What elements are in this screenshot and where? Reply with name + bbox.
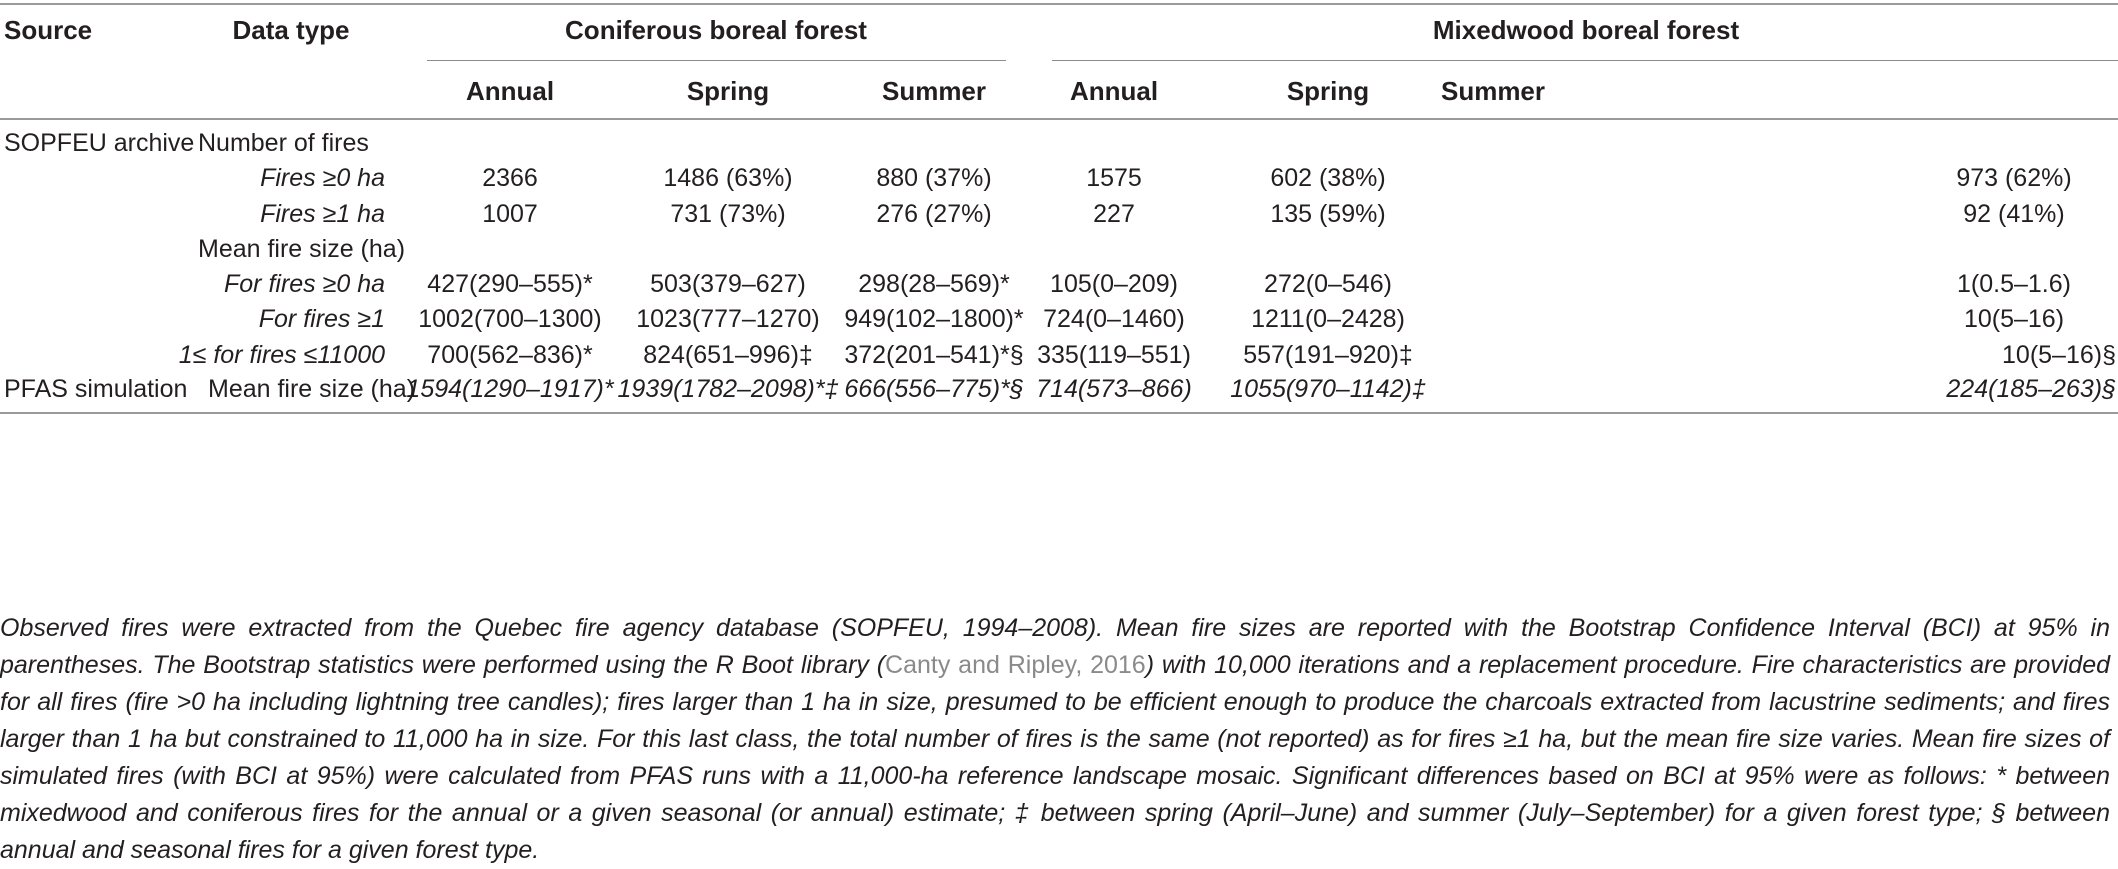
table-cell: 92 (41%) (1963, 200, 2065, 228)
header-mixedwood: Mixedwood boreal forest (1432, 15, 1740, 45)
table-cell: 666(556–775)*§ (844, 375, 1024, 403)
row-label: For fires ≥1 (258, 305, 385, 333)
row-label: Number of fires (198, 129, 369, 157)
table-cell: 700(562–836)* (427, 341, 593, 369)
table-cell: 1939(1782–2098)*‡ (617, 375, 839, 403)
table-cell: 10(5–16) (1963, 305, 2065, 333)
header-annual-mixedwood: Annual (1069, 76, 1159, 106)
header-annual-coniferous: Annual (465, 76, 555, 106)
row-label: Mean fire size (ha) (208, 375, 416, 403)
table-cell: 427(290–555)* (427, 270, 593, 298)
header-source: Source (4, 15, 93, 45)
table-cell: 105(0–209) (1050, 270, 1178, 298)
table-cell: 1486 (63%) (663, 164, 793, 192)
table-cell: 503(379–627) (650, 270, 806, 298)
header-spring-coniferous: Spring (686, 76, 770, 106)
table-cell: 1594(1290–1917)* (406, 375, 614, 403)
table-cell: 714(573–866) (1036, 375, 1192, 403)
table-cell: 1023(777–1270) (636, 305, 820, 333)
table-cell: 10(5–16)§ (2002, 341, 2116, 369)
table-footnote (0, 610, 2110, 869)
footnote-text-part1: Observed fires were extracted from the Quebec fire agency database (SOPFEU, 1994–2008). Mean fire sizes are reported with the Bootstrap Confidence Interval (BCI) at 95% in parentheses. The Bootstrap statistics were performed using the R Boot library ( (0, 614, 2110, 679)
table-cell: 1055(970–1142)‡ (1230, 375, 1426, 403)
table-cell: 1002(700–1300) (418, 305, 602, 333)
header-data-type: Data type (232, 15, 350, 45)
row-source: SOPFEU archive (4, 129, 195, 157)
header-spring-mixedwood: Spring (1286, 76, 1370, 106)
table-cell: 602 (38%) (1270, 164, 1386, 192)
table-cell: 335(119–551) (1037, 341, 1191, 369)
table-cell: 724(0–1460) (1043, 305, 1185, 333)
header-summer-mixedwood: Summer (1440, 76, 1546, 106)
table-cell: 973 (62%) (1956, 164, 2072, 192)
header-rule (0, 118, 2118, 120)
group-rule-mixedwood (1052, 60, 2118, 61)
row-label: Mean fire size (ha) (198, 235, 406, 263)
table-cell: 276 (27%) (876, 200, 992, 228)
header-summer-coniferous: Summer (881, 76, 987, 106)
table-cell: 880 (37%) (876, 164, 992, 192)
table-cell: 731 (73%) (670, 200, 786, 228)
table-cell: 1(0.5–1.6) (1957, 270, 2071, 298)
table-cell: 227 (1093, 200, 1135, 228)
table-cell: 372(201–541)*§ (844, 341, 1024, 369)
table-cell: 949(102–1800)* (844, 305, 1024, 333)
row-source: PFAS simulation (4, 375, 188, 403)
table-cell: 298(28–569)* (858, 270, 1010, 298)
table-cell: 1007 (482, 200, 538, 228)
top-rule (0, 3, 2118, 5)
group-rule-coniferous (427, 60, 1006, 61)
bottom-rule (0, 412, 2118, 414)
table-cell: 1575 (1086, 164, 1142, 192)
table-cell: 135 (59%) (1270, 200, 1386, 228)
footnote-text-part2: ) with 10,000 iterations and a replacement procedure. Fire characteristics are provided for all fires (fire >0 ha including lightning tree candles); fires larger than 1 ha in size, presumed to be efficient enough to produce the charcoals extracted from lacustrine sediments; and fires larger than 1 ha but constrained to 11,000 ha in size. For this last class, the total number of fires is the same (not reported) as for fires ≥1 ha, but the mean fire size varies. Mean fire sizes of simulated fires (with BCI at 95%) were calculated from PFAS runs with a 11,000-ha reference landscape mosaic. Significant differences based on BCI at 95% were as follows: * between mixedwood and coniferous fires for the annual or a given seasonal (or annual) estimate; ‡ between spring (April–June) and summer (July–September) for a given forest type; § between annual and seasonal fires for a given forest type. (0, 651, 2111, 864)
table-cell: 2366 (482, 164, 538, 192)
citation-link[interactable]: Canty and Ripley, 2016 (885, 651, 1146, 679)
header-coniferous: Coniferous boreal forest (565, 15, 867, 45)
table-cell: 224(185–263)§ (1946, 375, 2116, 403)
row-label: 1≤ for fires ≤11000 (178, 341, 385, 369)
table-cell: 824(651–996)‡ (643, 341, 813, 369)
table-cell: 557(191–920)‡ (1243, 341, 1413, 369)
row-label: Fires ≥1 ha (260, 200, 385, 228)
row-label: For fires ≥0 ha (224, 270, 385, 298)
table-cell: 1211(0–2428) (1251, 305, 1405, 333)
row-label: Fires ≥0 ha (260, 164, 385, 192)
table-cell: 272(0–546) (1264, 270, 1392, 298)
